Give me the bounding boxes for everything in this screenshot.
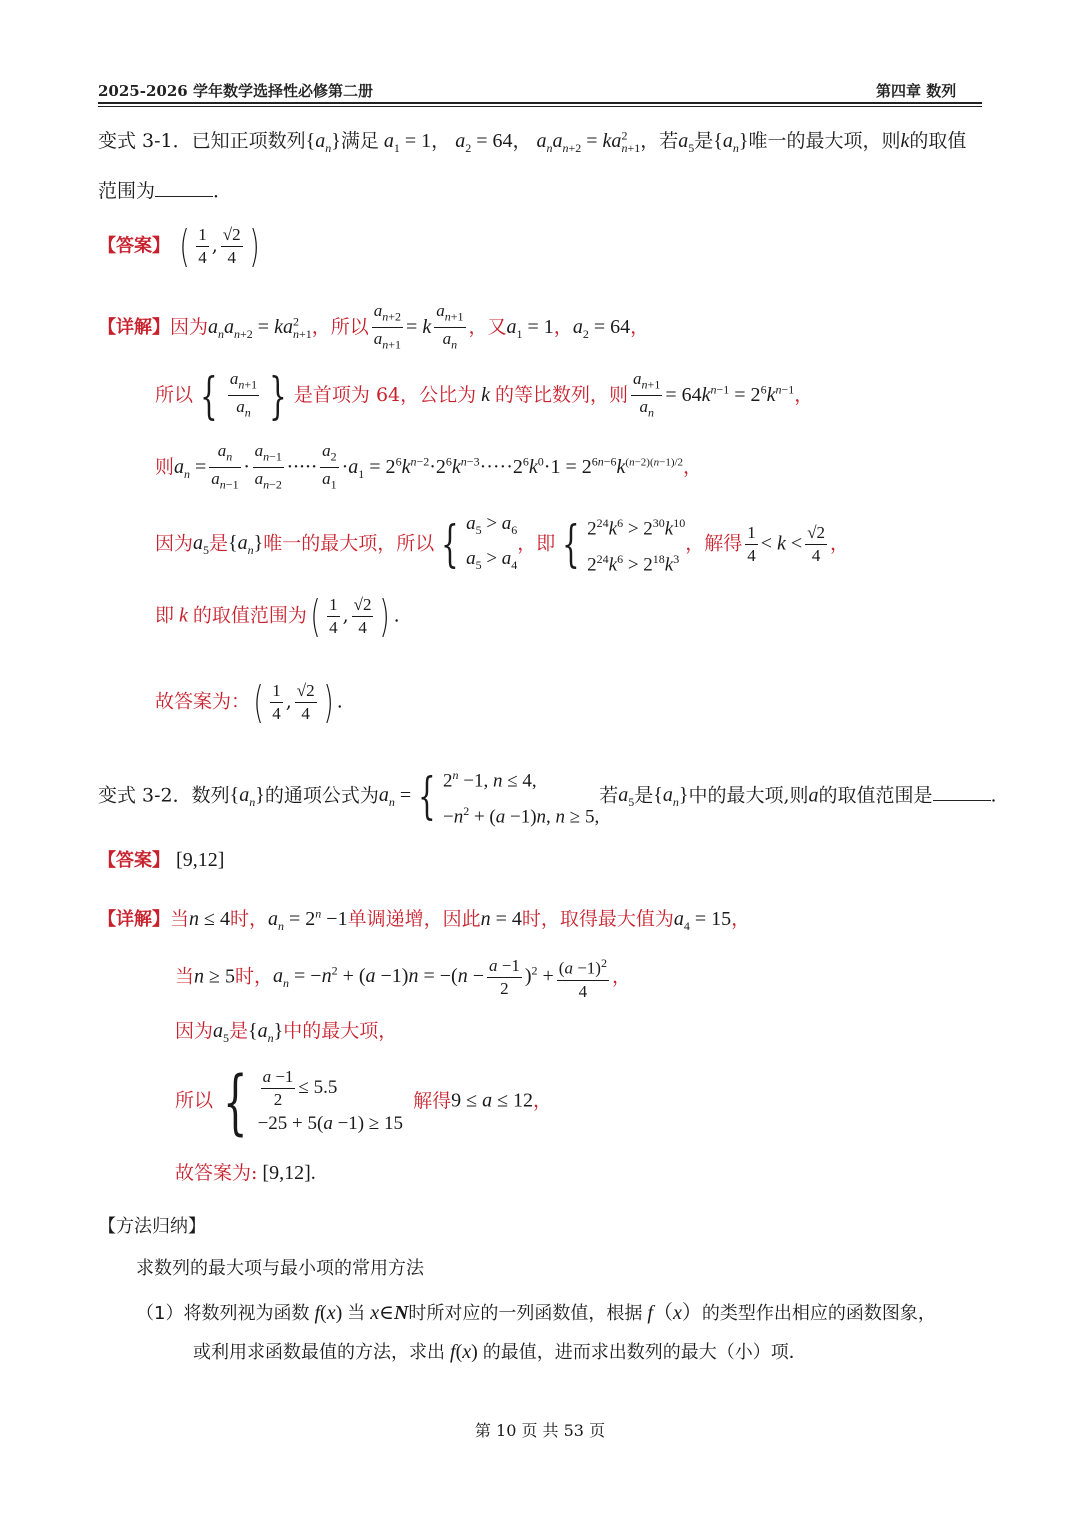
detail-text: 解得 [413, 1089, 452, 1112]
v31-q-text: 已知正项数列 [191, 130, 306, 152]
detail-text: 的等比数列，则 [495, 383, 629, 406]
v31-q-text: 是 [694, 130, 714, 152]
method-text: 时所对应的一列函数值，根据 [408, 1303, 643, 1324]
detail-text: ，即 [517, 532, 556, 555]
page-footer: 第 10 页 共 53 页 [474, 1421, 606, 1440]
detail-text: 是 [209, 532, 229, 555]
v31-q-text: 范围为 [98, 180, 156, 202]
v32-detail-line2: 当n ≥ 5时，$a_n = -n^2 + (a -1)n = -(n$ − $\frac{a -1}{2}$ )$^2$ + $\frac{(a -1)^2}{4}$ ， [175, 952, 631, 1003]
v31-q-text: 满足 [340, 130, 379, 152]
detail-text: 故答案为： [155, 690, 251, 713]
detail-text: 所以 [175, 1089, 214, 1112]
detail-tag: 【详解】 [98, 909, 170, 930]
v32-q-text: 的取值范围是 [818, 784, 933, 807]
detail-text: 中的最大项， [283, 1020, 398, 1042]
method-title: 【方法归纳】 [98, 1216, 206, 1237]
detail-text: 故答案为: [175, 1162, 258, 1184]
method-text: （1）将数列视为函数 [136, 1303, 310, 1324]
v31-q-text: ，若 [640, 130, 679, 152]
detail-text: 时， [235, 965, 274, 988]
v32-answer [98, 846, 224, 872]
method-text: 的最值，进而求出数列的最大（小）项． [482, 1342, 807, 1363]
detail-text: ，解得 [685, 532, 743, 555]
v31-detail-line1: 【详解】因为$a_na_{n+2} = ka^2_{n+1}$，所以 $\frac{a_{n+2}}{a_{n+1}}$ = k $\frac{a_{n+1}}{a_n}$ ，又$a_1 = 1$，$a_2 = 64$， [98, 301, 650, 352]
method-point1: （1）将数列视为函数 f(x) 当 x∈N时所对应的一列函数值，根据 f（x）的类型作出相应的函数图象， [136, 1302, 936, 1324]
v32-q-text: 是 [634, 784, 654, 807]
detail-text: 的取值范围为 [192, 604, 307, 627]
v32-detail-line1: 【详解】当n ≤ 4时，$a_n = 2^n -1$单调递增，因此n = 4时，取得最大值为$a_4 = 15$， [98, 906, 751, 933]
detail-text: 当 [170, 908, 190, 930]
detail-text: 唯一的最大项，所以 [263, 532, 435, 555]
v32-detail-line3: 因为$a_5$是$\{a_n\}$中的最大项， [175, 1020, 398, 1045]
header-left: 2025-2026 学年数学选择性必修第二册 [98, 82, 373, 100]
v31-answer: 【答案】 ( $\frac{1}{4}$ , $\frac{√2}{4}$ ) [98, 220, 260, 272]
v31-label: 变式 3-1． [98, 130, 192, 152]
v31-q-text: 的取值 [909, 130, 967, 152]
v31-q-text: 唯一的最大项，则 [748, 130, 901, 152]
answer-tag: 【答案】 [98, 850, 170, 871]
detail-text: 所以 [155, 383, 194, 406]
v32-detail-line4: 所以 { $\frac{a -1}{2}$ ≤ 5.5 −25 + 5(a −1) ≥ 15 解得9 ≤ a ≤ 12， [175, 1060, 553, 1143]
v32-q-text: 数列 [191, 784, 230, 807]
method-subtitle: 求数列的最大项与最小项的常用方法 [136, 1258, 424, 1279]
detail-text: 因为 [175, 1020, 214, 1042]
v32-label: 变式 3-2． [98, 784, 192, 807]
header-right: 第四章 数列 [876, 82, 957, 100]
v32-q-text: 若 [599, 784, 619, 807]
v32-q-text: 的通项公式为 [264, 784, 379, 807]
method-text: 的类型作出相应的函数图象， [701, 1303, 936, 1324]
v31-question-line1: 变式 3-1．已知正项数列$\{a_n\}$满足 $a_1 = 1$， $a_2 = 64$， $a_na_{n+2} = ka^2_{n+1}$，若$a_5$是$\{a_n\}$唯一的最大项，则k的取值 [98, 128, 967, 155]
v31-detail-line4: 因为$a_5$是$\{a_n\}$唯一的最大项，所以 { $a_5 > a_6$ $a_5 > a_4$ ，即 { $2^{24}k^6 > 2^{30}k^{10}$ $2^{24}k^6 > 2^{18}k^3$ ，解得 $\frac{1}{4}$ < k < $\frac{√2}{4}$ ， [155, 512, 850, 576]
answer-blank [155, 180, 213, 197]
method-text: 或利用求函数最值的方法，求出 [193, 1342, 445, 1363]
detail-text: 单调递增，因此 [347, 908, 481, 930]
method-point1-cont: 或利用求函数最值的方法，求出 f(x) 的最值，进而求出数列的最大（小）项． [193, 1341, 807, 1363]
detail-text: 当 [175, 965, 195, 988]
detail-text: ，又 [468, 315, 507, 338]
v31-detail-line5: 即 k 的取值范围为( $\frac{1}{4}$ , $\frac{√2}{4}$ ) . [155, 590, 400, 642]
answer-blank [933, 784, 991, 801]
v32-q-text: 中的最大项,则 [688, 784, 809, 807]
detail-text: 是 [229, 1020, 249, 1042]
v32-question: 变式 3-2．数列$\{a_n\}$的通项公式为$a_n$ = { $2^n -1$, n ≤ 4, $-n^2 + (a -1)n$, n ≥ 5, 若$a_5$是$\{a_n\}$中的最大项,则a的取值范围是 . [98, 767, 997, 828]
detail-text: 时， [230, 908, 269, 930]
detail-text: 时，取得最大值为 [521, 908, 674, 930]
v31-q-text: ． [213, 180, 233, 202]
detail-text: ，所以 [311, 315, 369, 338]
v32-detail-line5: 故答案为: [9,12]. [175, 1162, 316, 1184]
v31-detail-line2: 所以 { $\frac{a_{n+1}}{a_n}$ } 是首项为 64，公比为 k 的等比数列，则 $\frac{a_{n+1}}{a_n}$ = $64k^{n-1} = 2^6k^{n-1}$， [155, 366, 814, 425]
detail-text: 则 [155, 455, 175, 478]
detail-text: 因为 [155, 532, 194, 555]
answer-tag: 【答案】 [98, 235, 170, 257]
header-rule-thin [98, 106, 982, 107]
detail-tag: 【详解】 [98, 316, 170, 338]
detail-text: 是首项为 64，公比为 [293, 383, 477, 406]
v32-answer-value: [9,12] [176, 849, 225, 871]
detail-text: 因为 [170, 315, 209, 338]
v31-detail-line3: 则$a_n$ = $\frac{a_n}{a_{n-1}}$ · $\frac{a_{n-1}}{a_{n-2}}$ ····· $\frac{a_2}{a_1}$ $\cdot a_1 = 2^6k^{n-2}\cdot 2^6k^{n-3}\cdot\cdot\cdot\cdot\cdot 2^6k^0\cdot 1 = 2^{6n-6}k^{(n-2)(n-1)/2}$， [155, 441, 703, 492]
v31-q-text: ， [431, 130, 451, 152]
v31-detail-line6: 故答案为：( $\frac{1}{4}$ , $\frac{√2}{4}$ ) . [155, 676, 343, 728]
method-text: 当 [347, 1303, 366, 1324]
v31-question-line2 [98, 176, 232, 203]
header-rule-thick [98, 102, 982, 104]
detail-text: 即 [155, 604, 175, 627]
v31-q-text: ， [512, 130, 532, 152]
